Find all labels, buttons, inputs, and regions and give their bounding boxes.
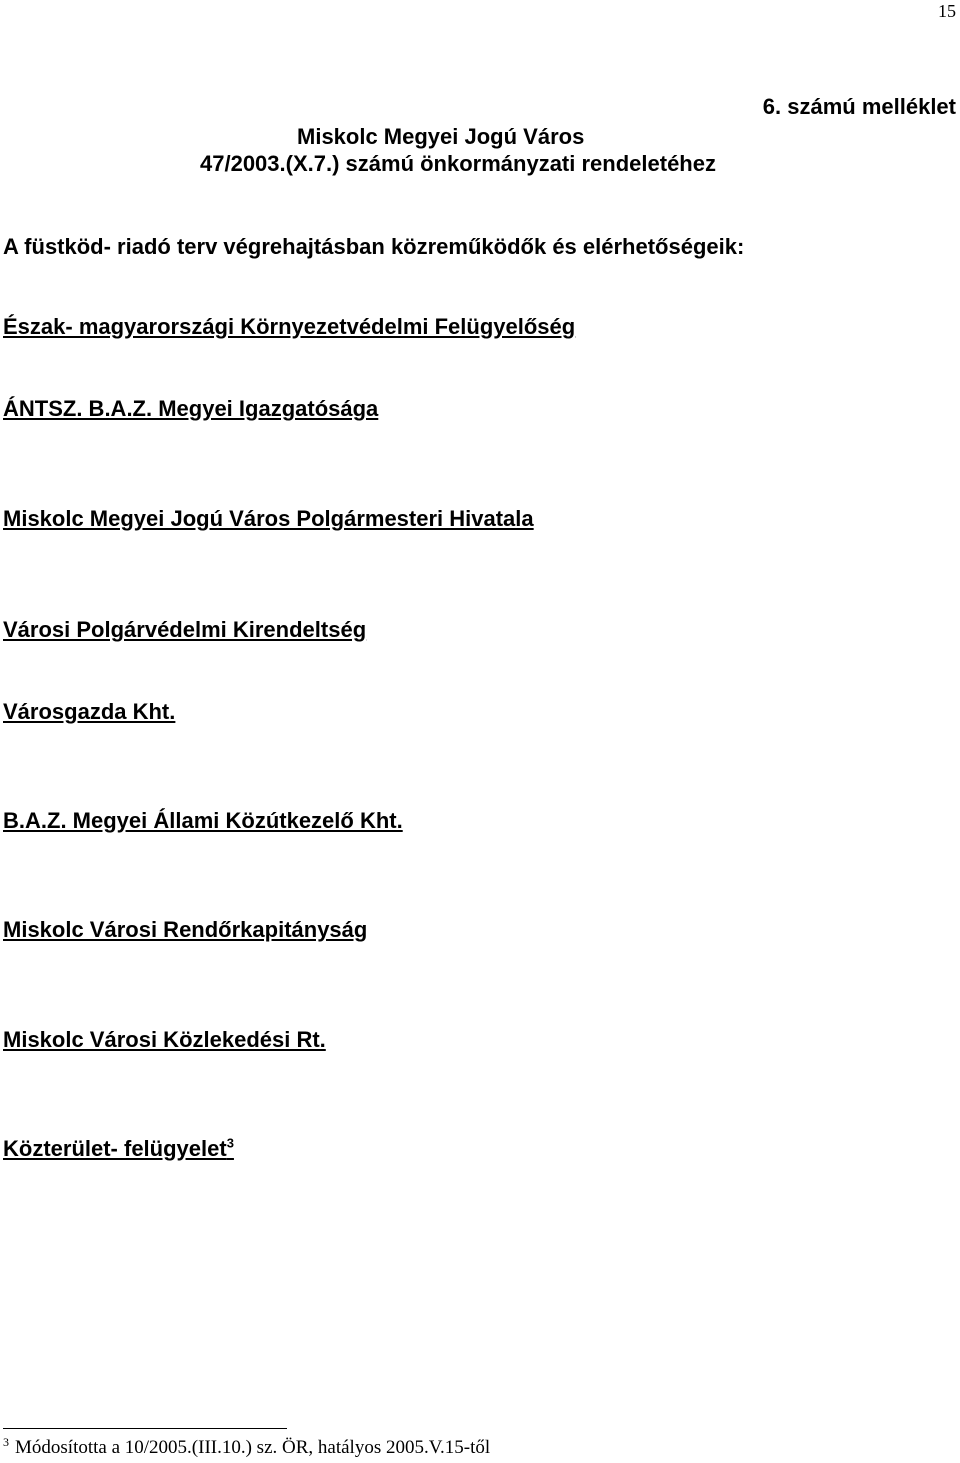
org-civil-defence: Városi Polgárvédelmi Kirendeltség	[3, 617, 367, 642]
footnote-marker: 3	[3, 1434, 9, 1449]
org-varosgazda: Városgazda Kht.	[3, 699, 176, 724]
intro-heading: A füstköd- riadó terv végrehajtásban közreműködők és elérhetőségeik:	[3, 234, 745, 259]
org-public-space-supervision	[3, 1135, 234, 1161]
org-transport: Miskolc Városi Közlekedési Rt.	[3, 1027, 326, 1052]
header-city-line: Miskolc Megyei Jogú Város	[297, 124, 585, 149]
org-police: Miskolc Városi Rendőrkapitányság	[3, 917, 368, 942]
footnote-text: Módosította a 10/2005.(III.10.) sz. ÖR, hatályos 2005.V.15-től	[15, 1437, 491, 1458]
footnote-divider	[3, 1428, 287, 1429]
page-number: 15	[938, 1, 956, 21]
annex-label: 6. számú melléklet	[762, 94, 956, 119]
org-mayors-office: Miskolc Megyei Jogú Város Polgármesteri Hivatala	[3, 506, 534, 531]
org-public-space-supervision-label: Közterület- felügyelet	[3, 1136, 227, 1161]
org-antsz: ÁNTSZ. B.A.Z. Megyei Igazgatósága	[3, 396, 379, 421]
footnote-reference: 3	[226, 1135, 234, 1151]
header-regulation-line: 47/2003.(X.7.) számú önkormányzati rendeletéhez	[200, 151, 716, 176]
org-environmental-inspectorate: Észak- magyarországi Környezetvédelmi Felügyelőség	[3, 314, 576, 339]
footnote	[3, 1434, 491, 1458]
org-road-management: B.A.Z. Megyei Állami Közútkezelő Kht.	[3, 808, 403, 833]
